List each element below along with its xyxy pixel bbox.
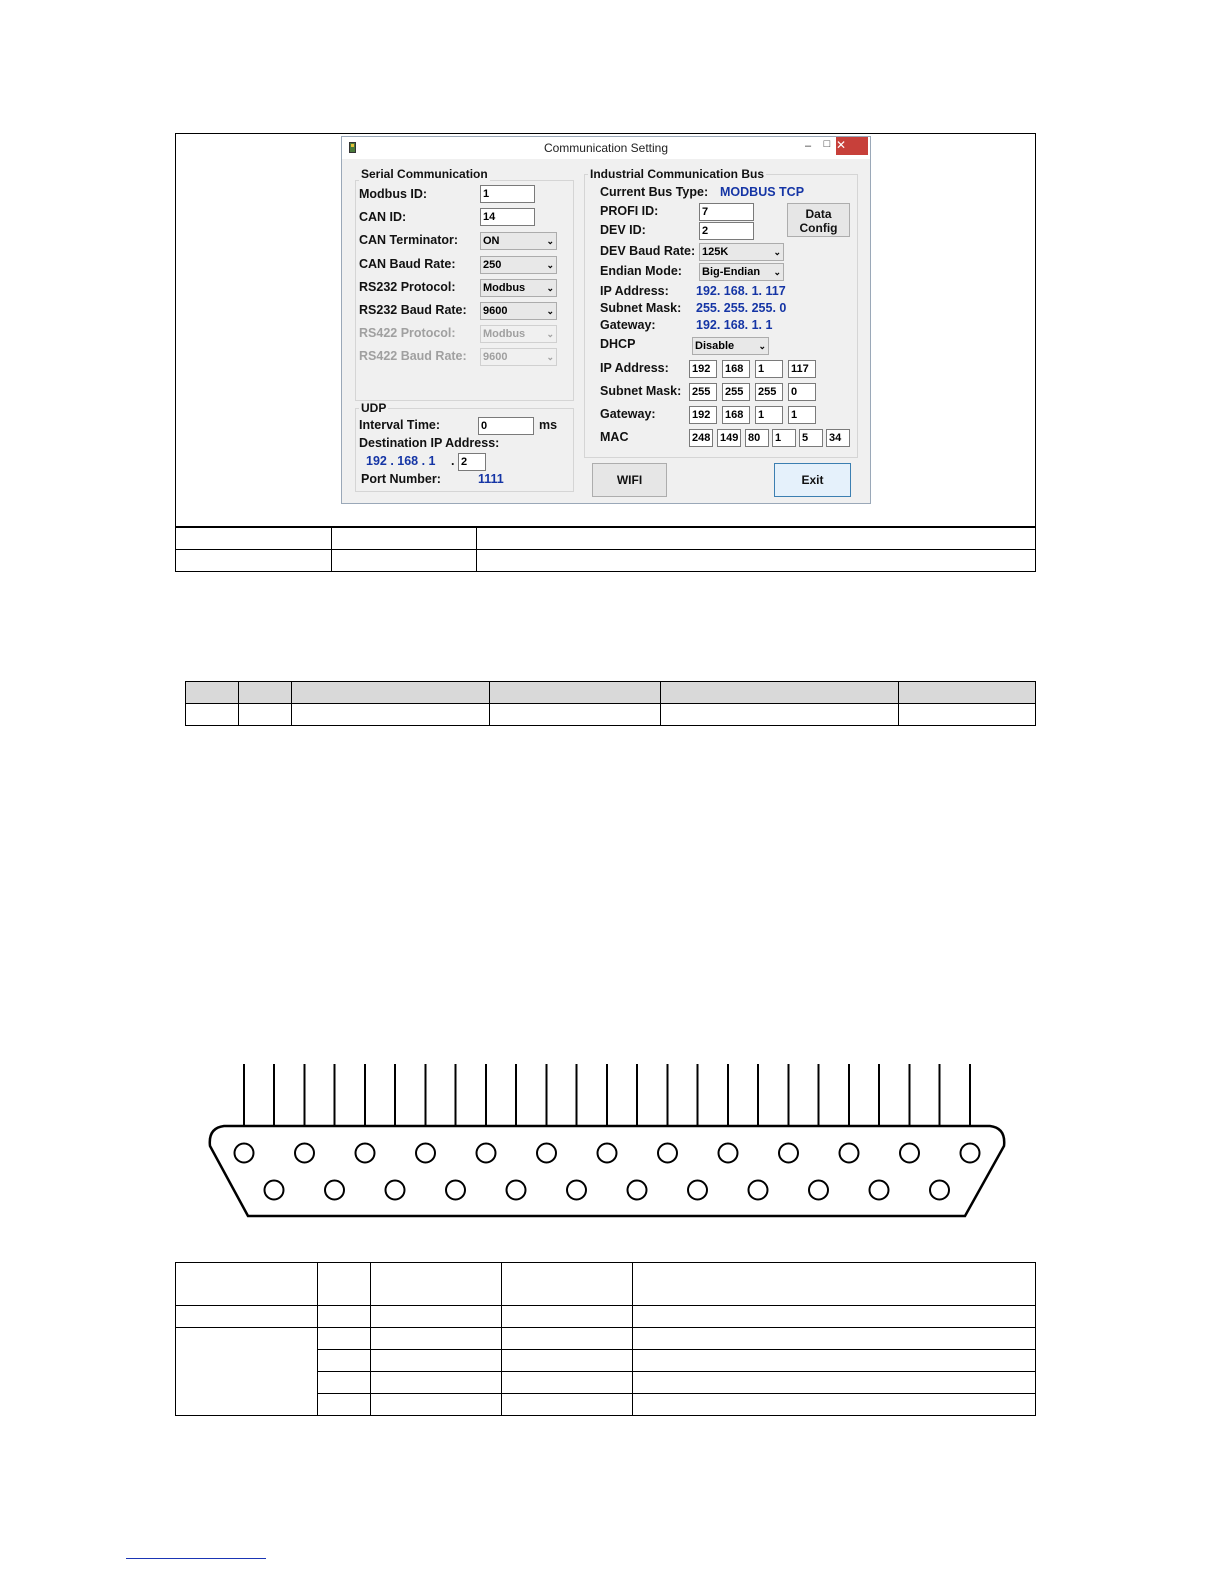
subnet-octet-1-input[interactable]: 255 xyxy=(689,383,717,401)
rs422-protocol-select xyxy=(480,325,557,343)
table-row xyxy=(176,1328,1036,1350)
ip-octet-1-input[interactable]: 192 xyxy=(689,360,717,378)
subnet-octet-3-input[interactable]: 255 xyxy=(755,383,783,401)
mac-byte-6-input[interactable]: 34 xyxy=(826,429,850,447)
endian-mode-select[interactable] xyxy=(699,263,784,281)
destination-ip-prefix: 192 . 168 . 1 xyxy=(366,454,436,468)
connector-pin xyxy=(356,1144,375,1163)
gateway-octet-4-input[interactable]: 1 xyxy=(788,406,816,424)
modbus-id-label: Modbus ID: xyxy=(359,187,428,201)
mac-byte-5-input[interactable]: 5 xyxy=(799,429,823,447)
window-title: Communication Setting xyxy=(543,141,669,155)
dev-baud-rate-value: 125K xyxy=(702,246,729,258)
maximize-icon[interactable]: □ xyxy=(823,138,831,150)
dhcp-select[interactable] xyxy=(692,337,769,355)
dev-baud-rate-select[interactable] xyxy=(699,243,784,261)
mac-label: MAC xyxy=(600,430,629,444)
dev-id-label: DEV ID: xyxy=(600,223,646,237)
can-baud-rate-value: 250 xyxy=(483,259,502,271)
can-terminator-label: CAN Terminator: xyxy=(359,233,459,247)
communication-setting-dialog xyxy=(341,136,871,504)
dhcp-value: Disable xyxy=(695,340,735,352)
rs422-baud-rate-value: 9600 xyxy=(483,351,508,363)
table-under-screenshot xyxy=(175,527,1036,572)
subnet-mask-label: Subnet Mask: xyxy=(600,301,682,315)
rs232-protocol-value: Modbus xyxy=(483,282,526,294)
mac-byte-4-input[interactable]: 1 xyxy=(772,429,796,447)
mac-byte-3-input[interactable]: 80 xyxy=(745,429,769,447)
rs232-baud-rate-select[interactable] xyxy=(480,302,557,320)
table-middle xyxy=(185,681,1036,726)
connector-pin xyxy=(598,1144,617,1163)
exit-button[interactable]: Exit xyxy=(774,463,851,497)
table-bottom xyxy=(175,1262,1036,1416)
connector-pin xyxy=(386,1181,405,1200)
ip-octet-4-input[interactable]: 117 xyxy=(788,360,816,378)
dev-id-input[interactable]: 2 xyxy=(699,222,754,240)
chevron-down-icon: ⌄ xyxy=(546,306,554,316)
table-header-row xyxy=(176,1263,1036,1306)
connector-pin xyxy=(537,1144,556,1163)
data-config-button[interactable] xyxy=(787,203,850,237)
destination-ip-dot: . xyxy=(451,454,455,468)
chevron-down-icon: ⌄ xyxy=(546,352,554,362)
serial-communication-title: Serial Communication xyxy=(361,167,488,181)
ip-octet-2-input[interactable]: 168 xyxy=(722,360,750,378)
table-row xyxy=(176,528,1036,550)
can-id-label: CAN ID: xyxy=(359,210,407,224)
connector-pin xyxy=(688,1181,707,1200)
gateway-octet-1-input[interactable]: 192 xyxy=(689,406,717,424)
can-baud-rate-select[interactable] xyxy=(480,256,557,274)
ip-address-value: 192. 168. 1. 117 xyxy=(696,284,786,298)
connector-pin xyxy=(719,1144,738,1163)
gateway-label: Gateway: xyxy=(600,318,656,332)
profi-id-input[interactable]: 7 xyxy=(699,203,754,221)
gateway-octet-3-input[interactable]: 1 xyxy=(755,406,783,424)
connector-pin xyxy=(295,1144,314,1163)
connector-pin xyxy=(628,1181,647,1200)
subnet-mask-value: 255. 255. 255. 0 xyxy=(696,301,787,315)
chevron-down-icon: ⌄ xyxy=(546,283,554,293)
chevron-down-icon: ⌄ xyxy=(773,267,781,277)
endian-mode-label: Endian Mode: xyxy=(600,264,682,278)
interval-time-label: Interval Time: xyxy=(359,418,441,432)
rs422-protocol-value: Modbus xyxy=(483,328,526,340)
connector-pin xyxy=(658,1144,677,1163)
chevron-down-icon: ⌄ xyxy=(546,260,554,270)
can-id-input[interactable]: 14 xyxy=(480,208,535,226)
connector-pin xyxy=(507,1181,526,1200)
chevron-down-icon: ⌄ xyxy=(758,341,766,351)
port-number-value: 1111 xyxy=(478,472,504,486)
endian-mode-value: Big-Endian xyxy=(702,266,761,278)
connector-pin xyxy=(567,1181,586,1200)
rs232-baud-rate-label: RS232 Baud Rate: xyxy=(359,303,467,317)
connector-pin xyxy=(961,1144,980,1163)
table-row xyxy=(176,1306,1036,1328)
mac-byte-1-input[interactable]: 248 xyxy=(689,429,713,447)
table-row xyxy=(186,704,1036,726)
title-bar xyxy=(342,137,870,159)
data-config-line1: Data xyxy=(805,207,832,221)
connector-pin xyxy=(809,1181,828,1200)
industrial-bus-title: Industrial Communication Bus xyxy=(590,167,765,181)
minimize-icon[interactable]: – xyxy=(804,140,812,152)
mac-byte-2-input[interactable]: 149 xyxy=(717,429,741,447)
connector-pin xyxy=(900,1144,919,1163)
connector-pin xyxy=(265,1181,284,1200)
connector-pin xyxy=(477,1144,496,1163)
dev-baud-rate-label: DEV Baud Rate: xyxy=(600,244,696,258)
chevron-down-icon: ⌄ xyxy=(546,236,554,246)
footer-link-underline xyxy=(126,1558,266,1559)
connector-pin xyxy=(840,1144,859,1163)
connector-pin xyxy=(930,1181,949,1200)
rs232-baud-rate-value: 9600 xyxy=(483,305,508,317)
connector-pin xyxy=(325,1181,344,1200)
connector-pin xyxy=(779,1144,798,1163)
bus-type-label: Current Bus Type: xyxy=(600,185,709,199)
rs422-baud-rate-label: RS422 Baud Rate: xyxy=(359,349,467,363)
modbus-id-input[interactable]: 1 xyxy=(480,185,535,203)
gateway-value: 192. 168. 1. 1 xyxy=(696,318,773,332)
connector-pin xyxy=(235,1144,254,1163)
db25-connector-diagram xyxy=(200,1060,1010,1225)
dhcp-label: DHCP xyxy=(600,337,636,351)
connector-pin xyxy=(446,1181,465,1200)
rs422-baud-rate-select xyxy=(480,348,557,366)
subnet-mask-edit-label: Subnet Mask: xyxy=(600,384,682,398)
rs232-protocol-select[interactable] xyxy=(480,279,557,297)
udp-title: UDP xyxy=(361,401,387,415)
table-header-row xyxy=(186,682,1036,704)
gateway-octet-2-input[interactable]: 168 xyxy=(722,406,750,424)
rs422-protocol-label: RS422 Protocol: xyxy=(359,326,456,340)
close-icon[interactable]: ✕ xyxy=(836,137,868,155)
ip-octet-3-input[interactable]: 1 xyxy=(755,360,783,378)
port-number-label: Port Number: xyxy=(361,472,441,486)
destination-ip-label: Destination IP Address: xyxy=(359,436,500,450)
rs232-protocol-label: RS232 Protocol: xyxy=(359,280,456,294)
chevron-down-icon: ⌄ xyxy=(773,247,781,257)
can-baud-rate-label: CAN Baud Rate: xyxy=(359,257,456,271)
connector-shell xyxy=(210,1126,1004,1216)
can-terminator-select[interactable] xyxy=(480,232,557,250)
connector-pin xyxy=(749,1181,768,1200)
interval-time-input[interactable]: 0 xyxy=(478,417,534,435)
can-terminator-value: ON xyxy=(483,235,500,247)
connector-pin xyxy=(416,1144,435,1163)
bus-type-value: MODBUS TCP xyxy=(720,185,805,199)
interval-unit: ms xyxy=(539,418,558,432)
table-row xyxy=(176,550,1036,572)
ip-address-edit-label: IP Address: xyxy=(600,361,669,375)
data-config-line2: Config xyxy=(799,221,838,235)
subnet-octet-4-input[interactable]: 0 xyxy=(788,383,816,401)
ip-address-label: IP Address: xyxy=(600,284,669,298)
chevron-down-icon: ⌄ xyxy=(546,329,554,339)
gateway-edit-label: Gateway: xyxy=(600,407,656,421)
destination-ip-last-input[interactable]: 2 xyxy=(458,453,486,471)
profi-id-label: PROFI ID: xyxy=(600,204,659,218)
wifi-button[interactable]: WIFI xyxy=(592,463,667,497)
subnet-octet-2-input[interactable]: 255 xyxy=(722,383,750,401)
connector-pin xyxy=(870,1181,889,1200)
